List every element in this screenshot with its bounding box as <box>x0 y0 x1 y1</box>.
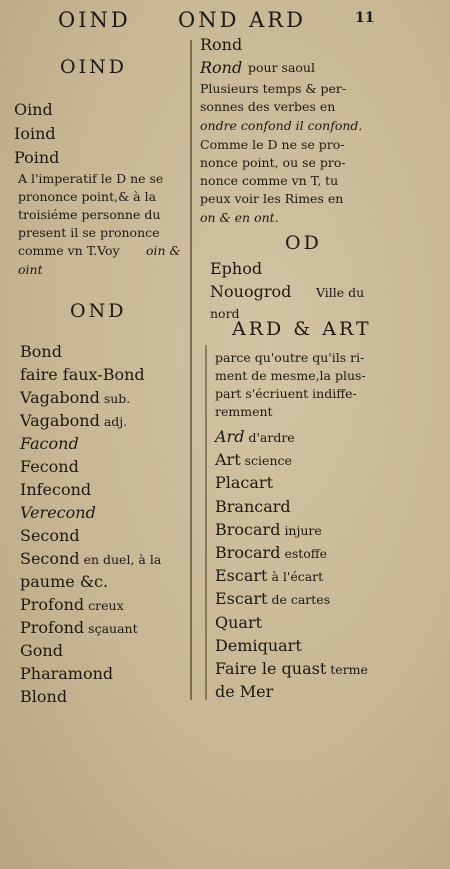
entry-poind: Poind <box>14 148 60 167</box>
ond-entry <box>20 388 130 407</box>
ard-entry <box>215 566 323 585</box>
entry-rond-italic: Rond <box>200 58 243 77</box>
ard-note: science <box>244 453 292 469</box>
ard-note-line-3: part s'écriuent indiffe- <box>215 386 357 401</box>
ond-note: creux <box>88 598 124 613</box>
entry-nouogrod: Nouogrod <box>210 282 292 301</box>
ard-entry <box>215 682 273 701</box>
ond-word: Blond <box>20 687 68 706</box>
ard-note: à l'écart <box>271 569 324 585</box>
ond-entry <box>20 480 91 499</box>
ond-note-line-8: on & en ont. <box>200 210 279 225</box>
ond-entry <box>20 595 124 614</box>
ard-note: estoffe <box>284 546 328 561</box>
ond-note: sub. <box>103 391 131 406</box>
ond-note-line-1: Plusieurs temps & per- <box>200 81 347 96</box>
oind-note-line-3: troisiéme personne du <box>18 207 161 222</box>
ard-entry <box>215 589 330 608</box>
ond-entry <box>20 618 138 637</box>
ard-note-line-2: ment de mesme,la plus- <box>215 368 366 383</box>
ard-word: Brocard <box>215 543 281 562</box>
ard-entry <box>215 427 295 446</box>
ard-note: injure <box>284 522 322 538</box>
ond-word: Infecond <box>20 480 92 499</box>
heading-od: OD <box>285 232 322 254</box>
ond-note-line-2: sonnes des verbes en <box>200 99 336 114</box>
rond-note: pour saoul <box>248 60 315 75</box>
ond-note-line-3: ondre confond il confond. <box>200 118 363 133</box>
ond-word: Vagabond <box>20 411 100 430</box>
page-number: 11 <box>355 10 375 26</box>
ond-word: Profond <box>20 618 85 637</box>
ond-word: Profond <box>20 595 85 614</box>
ond-entry <box>20 457 79 476</box>
ond-word: Facond <box>20 434 79 453</box>
ond-entry <box>20 503 96 522</box>
ond-entry <box>20 526 80 545</box>
entry-ioind: Ioind <box>14 124 56 143</box>
ond-word: Pharamond <box>20 664 114 683</box>
oind-note-line-4: present il se prononce <box>18 225 160 240</box>
ond-entry <box>20 365 145 384</box>
ard-entry <box>215 659 368 678</box>
ond-entry <box>20 664 113 683</box>
ond-word: Vagabond <box>20 388 100 407</box>
ond-note-line-7: peux voir les Rimes en <box>200 191 344 206</box>
ond-entry <box>20 411 127 430</box>
ard-entry <box>215 497 291 516</box>
ond-note: sçauant <box>88 621 138 636</box>
ard-word: Ard <box>215 427 245 446</box>
ard-word: Placart <box>215 473 273 493</box>
ard-word: de Mer <box>215 682 274 702</box>
ond-entry <box>20 434 79 453</box>
ond-note: adj. <box>103 414 128 429</box>
running-head-left: OIND <box>58 8 131 32</box>
ard-entry <box>215 473 273 492</box>
ond-entry <box>20 549 161 568</box>
ond-entry <box>20 687 67 706</box>
ond-entry <box>20 342 62 361</box>
ard-entry <box>215 636 302 655</box>
ond-note-line-4: Comme le D ne se pro- <box>200 137 345 152</box>
running-head-middle: OND ARD <box>178 8 306 32</box>
heading-ond: OND <box>70 300 127 322</box>
ard-word: Quart <box>215 612 263 632</box>
ond-word: Bond <box>20 342 62 361</box>
ond-word: Verecond <box>20 503 96 522</box>
ard-entry <box>215 613 262 632</box>
od-note-2: nord <box>210 306 240 321</box>
ard-word: Escart <box>215 589 268 609</box>
ard-entry <box>215 520 322 539</box>
column-divider <box>190 40 192 700</box>
ond-word: Second <box>20 549 80 568</box>
ard-note: terme <box>330 662 368 677</box>
ond-note-line-6: nonce comme vn T, tu <box>200 173 339 188</box>
entry-ephod: Ephod <box>210 259 263 278</box>
ond-word: Fecond <box>20 457 79 476</box>
ard-note-line-4: remment <box>215 404 273 419</box>
od-note: Ville du <box>316 285 365 300</box>
ard-entry <box>215 543 327 562</box>
column-divider-ard <box>205 345 207 700</box>
oind-note-line-5: comme vn T.Voy <box>18 243 120 258</box>
heading-ard-art: ARD & ART <box>232 318 372 340</box>
ond-note: en duel, à la <box>83 552 162 567</box>
ond-entry <box>20 572 108 591</box>
ard-note-line-1: parce qu'outre qu'ils ri- <box>215 350 365 365</box>
oind-note-ref-2: oint <box>18 262 43 277</box>
oind-note-ref: oin & <box>146 243 181 258</box>
entry-oind: Oind <box>14 100 53 119</box>
ard-word: Faire le quast <box>215 659 327 678</box>
ard-word: Demiquart <box>215 635 302 655</box>
ond-word: faire faux-Bond <box>20 365 145 384</box>
heading-oind: OIND <box>60 56 127 78</box>
ond-entry <box>20 641 63 660</box>
ard-word: Brocard <box>215 519 281 539</box>
entry-rond: Rond <box>200 35 243 54</box>
oind-note-line-1: A l'imperatif le D ne se <box>18 171 164 186</box>
ard-word: Escart <box>215 566 268 586</box>
ond-word: Second <box>20 526 80 545</box>
ard-word: Art <box>215 450 241 470</box>
ard-entry <box>215 450 292 469</box>
ard-word: Brancard <box>215 496 291 516</box>
ond-word: Gond <box>20 641 63 660</box>
ond-note-line-5: nonce point, ou se pro- <box>200 155 346 170</box>
ard-note: de cartes <box>271 592 331 608</box>
oind-note-line-2: prononce point,& à la <box>18 189 157 204</box>
ard-note: d'ardre <box>248 430 295 445</box>
ond-word: paume &c. <box>20 572 109 591</box>
